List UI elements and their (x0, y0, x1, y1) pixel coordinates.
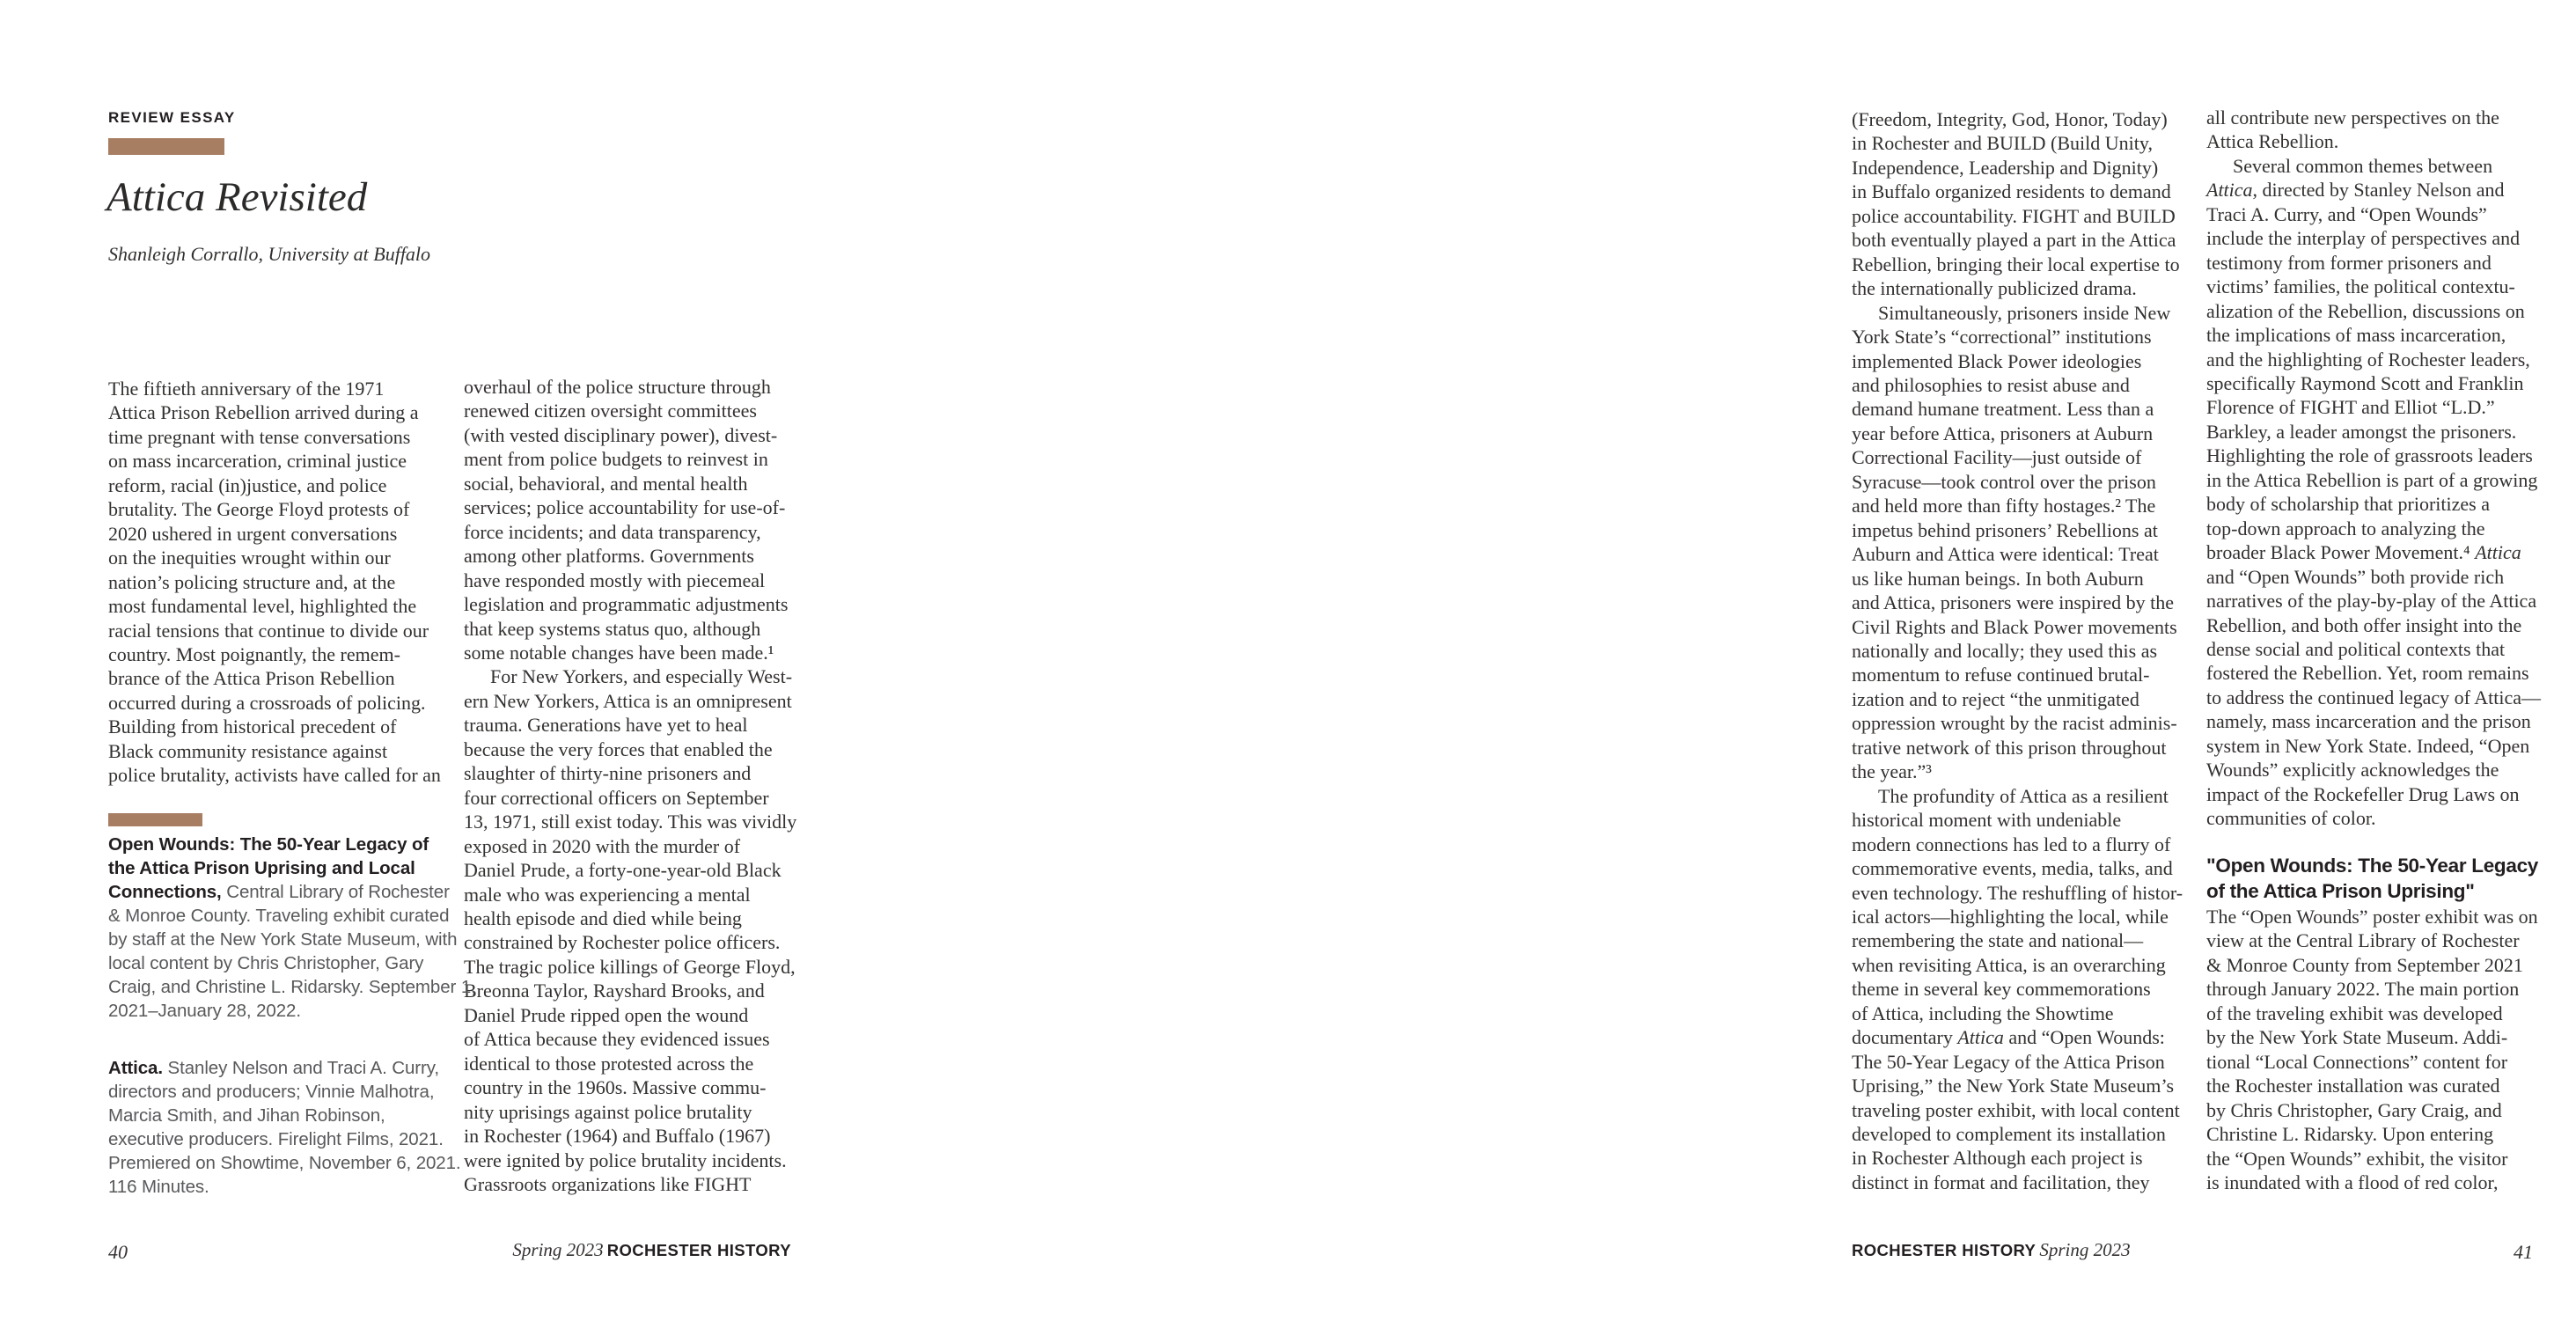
section-heading (2206, 854, 2576, 904)
text-line: the Attica Prison Uprising and Local (108, 858, 415, 878)
text-line: body of scholarship that prioritizes a (2206, 493, 2490, 516)
text-line: overhaul of the police structure through (464, 376, 771, 398)
text-line: traveling poster exhibit, with local content (1852, 1098, 2180, 1121)
text-line: time pregnant with tense conversations (108, 425, 411, 448)
text-line: in the Attica Rebellion is part of a growing (2206, 468, 2538, 491)
page-right (880, 0, 2541, 1321)
text-line: of Attica because they evidenced issues (464, 1028, 770, 1051)
text-line: brance of the Attica Prison Rebellion (108, 667, 395, 690)
text-line: in Rochester (1964) and Buffalo (1967) (464, 1125, 771, 1148)
text-line: have responded mostly with piecemeal (464, 569, 766, 591)
body-column-4 (2206, 106, 2567, 831)
text-line: Attica Prison Rebellion arrived during a (108, 401, 419, 424)
text-line: Highlighting the role of grassroots leaders (2206, 444, 2533, 467)
text-line: specifically Raymond Scott and Franklin (2206, 371, 2524, 394)
text-line: remembering the state and national— (1852, 929, 2144, 952)
text-line: force incidents; and data transparency, (464, 520, 761, 543)
text-line: police brutality, activists have called for an (108, 764, 441, 787)
footer-left (108, 1239, 791, 1264)
text-line: 2021–January 28, 2022. (108, 1001, 301, 1021)
text-line: theme in several key commemorations (1852, 978, 2151, 1001)
text-line: trative network of this prison throughout (1852, 736, 2167, 759)
text-line: implemented Black Power ideologies (1852, 349, 2142, 372)
text-line: when revisiting Attica, is an overarching (1852, 953, 2166, 976)
text-line: Black community resistance against (108, 739, 388, 762)
text-line: Christine L. Ridarsky. Upon entering (2206, 1123, 2494, 1146)
text-line: Building from historical precedent of (108, 716, 397, 738)
text-line: momentum to refuse continued brutal- (1852, 664, 2150, 686)
text-line: Connections, Central Library of Rochester (108, 882, 450, 902)
text-line: modern connections has led to a flurry of (1852, 833, 2171, 855)
page-left (0, 0, 880, 1321)
page-number-right: 41 (2514, 1241, 2533, 1263)
text-line: both eventually played a part in the Attica (1852, 229, 2176, 252)
text-line: nationally and locally; they used this as (1852, 639, 2158, 662)
text-line: The tragic police killings of George Floyd, (464, 955, 796, 978)
text-line: nation’s policing structure and, at the (108, 570, 396, 593)
text-line: ment from police budgets to reinvest in (464, 448, 768, 471)
text-line: victims’ families, the political contextu- (2206, 275, 2515, 298)
journal-footer-right (1852, 1239, 2134, 1261)
text-line: through January 2022. The main portion (2206, 978, 2520, 1001)
text-line: on mass incarceration, criminal justice (108, 450, 407, 473)
text-line: "Open Wounds: The 50-Year Legacy (2206, 855, 2538, 877)
footer-season-left: Spring 2023 (512, 1239, 604, 1260)
text-line: York State’s “correctional” institutions (1852, 326, 2152, 349)
text-line: year before Attica, prisoners at Auburn (1852, 422, 2154, 444)
exhibit-citation (108, 833, 478, 1023)
text-line: Attica, directed by Stanley Nelson and (2206, 179, 2505, 202)
text-line: the Rochester installation was curated (2206, 1075, 2500, 1097)
text-line: of Attica, including the Showtime (1852, 1002, 2114, 1024)
text-line: system in New York State. Indeed, “Open (2206, 734, 2530, 757)
text-line: occurred during a crossroads of policing. (108, 691, 426, 714)
text-line: Craig, and Christine L. Ridarsky. September 1, (108, 977, 476, 997)
text-line: view at the Central Library of Rochester (2206, 929, 2520, 952)
text-line: Wounds” explicitly acknowledges the (2206, 759, 2499, 782)
text-line: in Rochester and BUILD (Build Unity, (1852, 132, 2153, 155)
text-line: slaughter of thirty-nine prisoners and (464, 762, 752, 785)
text-line: by the New York State Museum. Addi- (2206, 1026, 2508, 1049)
text-line: some notable changes have been made.¹ (464, 641, 774, 664)
text-line: documentary Attica and “Open Wounds: (1852, 1026, 2165, 1049)
text-line: that keep systems status quo, although (464, 617, 761, 640)
body-column-2 (464, 375, 825, 1196)
text-line: Independence, Leadership and Dignity) (1852, 156, 2159, 179)
text-line: most fundamental level, highlighted the (108, 595, 417, 618)
text-line: oppression wrought by the racist adminis- (1852, 712, 2177, 735)
journal-footer-left (509, 1239, 791, 1261)
text-line: legislation and programmatic adjustments (464, 593, 789, 616)
text-line: services; police accountability for use-of- (464, 496, 786, 519)
text-line: Grassroots organizations like FIGHT (464, 1172, 752, 1195)
text-line: demand humane treatment. Less than a (1852, 398, 2154, 421)
text-line: racial tensions that continue to divide our (108, 619, 429, 642)
text-line: (with vested disciplinary power), divest- (464, 423, 778, 446)
text-line: and “Open Wounds” both provide rich (2206, 565, 2505, 588)
text-line: Florence of FIGHT and Elliot “L.D.” (2206, 396, 2495, 419)
text-line: Traci A. Curry, and “Open Wounds” (2206, 202, 2487, 225)
text-line: Syracuse—took control over the prison (1852, 470, 2156, 493)
section-kicker: REVIEW ESSAY (108, 109, 236, 126)
text-line: historical moment with undeniable (1852, 809, 2122, 832)
text-line: 116 Minutes. (108, 1177, 209, 1197)
text-line: tional “Local Connections” content for (2206, 1050, 2508, 1073)
text-line: nity uprisings against police brutality (464, 1100, 752, 1123)
text-line: impact of the Rockefeller Drug Laws on (2206, 782, 2520, 805)
text-line: identical to those protested across the (464, 1052, 754, 1075)
footer-journal-right: ROCHESTER HISTORY (1852, 1241, 2037, 1259)
text-line: Auburn and Attica were identical: Treat (1852, 543, 2159, 566)
body-column-4-continued (2206, 905, 2567, 1194)
film-citation (108, 1056, 478, 1199)
text-line: male who was experiencing a mental (464, 883, 751, 906)
text-line: Open Wounds: The 50-Year Legacy of (108, 834, 429, 855)
text-line: trauma. Generations have yet to heal (464, 714, 748, 737)
body-column-1 (108, 377, 469, 788)
text-line: us like human beings. In both Auburn (1852, 567, 2144, 590)
text-line: by staff at the New York State Museum, with (108, 929, 458, 950)
text-line: constrained by Rochester police officers. (464, 931, 781, 954)
text-line: and Attica, prisoners were inspired by the (1852, 591, 2174, 614)
text-line: and the highlighting of Rochester leaders, (2206, 348, 2530, 371)
text-line: & Monroe County from September 2021 (2206, 953, 2523, 976)
text-line: distinct in format and facilitation, they (1852, 1171, 2150, 1193)
text-line: Rebellion, and both offer insight into the (2206, 613, 2522, 636)
text-line: directors and producers; Vinnie Malhotra, (108, 1082, 435, 1102)
text-line: narratives of the play-by-play of the Attica (2206, 590, 2537, 613)
text-line: reform, racial (in)justice, and police (108, 473, 387, 496)
text-line: Attica. Stanley Nelson and Traci A. Curry, (108, 1058, 439, 1078)
text-line: in Buffalo organized residents to demand (1852, 180, 2171, 203)
text-line: and held more than fifty hostages.² The (1852, 495, 2156, 517)
text-line: Barkley, a leader amongst the prisoners. (2206, 420, 2517, 443)
article-byline: Shanleigh Corrallo, University at Buffalo (108, 243, 431, 265)
body-column-3 (1852, 107, 2213, 1194)
text-line: Uprising,” the New York State Museum’s (1852, 1075, 2175, 1097)
text-line: alization of the Rebellion, discussions on (2206, 299, 2525, 322)
text-line: & Monroe County. Traveling exhibit curated (108, 906, 450, 926)
text-line: The “Open Wounds” poster exhibit was on (2206, 906, 2538, 928)
text-line: health episode and died while being (464, 906, 742, 929)
text-line: Simultaneously, prisoners inside New (1878, 301, 2171, 324)
text-line: Premiered on Showtime, November 6, 2021. (108, 1153, 461, 1173)
text-line: namely, mass incarceration and the prison (2206, 710, 2531, 733)
text-line: ization and to reject “the unmitigated (1852, 687, 2139, 710)
text-line: of the traveling exhibit was developed (2206, 1002, 2503, 1024)
text-line: four correctional officers on September (464, 786, 769, 809)
accent-bar-top (108, 138, 224, 155)
text-line: communities of color. (2206, 807, 2376, 830)
text-line: Daniel Prude, a forty-one-year-old Black (464, 859, 782, 882)
article-title: Attica Revisited (106, 174, 368, 220)
text-line: The fiftieth anniversary of the 1971 (108, 378, 385, 400)
text-line: renewed citizen oversight committees (464, 400, 757, 422)
text-line: commemorative events, media, talks, and (1852, 857, 2173, 880)
text-line: top-down approach to analyzing the (2206, 517, 2485, 539)
text-line: police accountability. FIGHT and BUILD (1852, 204, 2176, 227)
text-line: For New Yorkers, and especially West- (490, 665, 793, 688)
text-line: 13, 1971, still exist today. This was vividly (464, 811, 797, 833)
footer-right (1852, 1239, 2533, 1264)
text-line: the implications of mass incarceration, (2206, 324, 2506, 347)
sidebar-accent-bar (108, 813, 202, 826)
text-line: dense social and political contexts that (2206, 637, 2506, 660)
text-line: all contribute new perspectives on the (2206, 106, 2499, 128)
text-line: broader Black Power Movement.⁴ Attica (2206, 541, 2521, 564)
text-line: fostered the Rebellion. Yet, room remains (2206, 662, 2529, 685)
text-line: on the inequities wrought within our (108, 547, 391, 569)
text-line: testimony from former prisoners and (2206, 251, 2492, 274)
text-line: to address the continued legacy of Attica— (2206, 686, 2541, 708)
text-line: Correctional Facility—just outside of (1852, 446, 2142, 469)
text-line: ern New Yorkers, Attica is an omnipresent (464, 689, 792, 712)
text-line: Several common themes between (2233, 154, 2493, 177)
text-line: even technology. The reshuffling of histor- (1852, 881, 2183, 904)
text-line: and philosophies to resist abuse and (1852, 373, 2130, 396)
text-line: brutality. The George Floyd protests of (108, 498, 410, 521)
footer-journal-left: ROCHESTER HISTORY (606, 1241, 791, 1259)
text-line: local content by Chris Christopher, Gary (108, 953, 424, 973)
text-line: because the very forces that enabled the (464, 738, 773, 760)
text-line: the year.”³ (1852, 760, 1932, 783)
text-line: developed to complement its installation (1852, 1123, 2166, 1146)
text-line: Breonna Taylor, Rayshard Brooks, and (464, 980, 765, 1002)
text-line: Civil Rights and Black Power movements (1852, 615, 2177, 638)
text-line: the internationally publicized drama. (1852, 277, 2137, 300)
text-line: were ignited by police brutality incidents. (464, 1149, 787, 1171)
text-line: include the interplay of perspectives and (2206, 227, 2521, 250)
text-line: (Freedom, Integrity, God, Honor, Today) (1852, 108, 2168, 130)
text-line: The 50-Year Legacy of the Attica Prison (1852, 1050, 2165, 1073)
text-line: exposed in 2020 with the murder of (464, 834, 741, 857)
text-line: among other platforms. Governments (464, 545, 754, 568)
text-line: ical actors—highlighting the local, while (1852, 905, 2169, 928)
text-line: by Chris Christopher, Gary Craig, and (2206, 1098, 2502, 1121)
footer-season-right: Spring 2023 (2039, 1239, 2131, 1260)
text-line: The profundity of Attica as a resilient (1878, 784, 2169, 807)
text-line: country. Most poignantly, the remem- (108, 642, 400, 665)
text-line: Marcia Smith, and Jihan Robinson, (108, 1105, 385, 1126)
text-line: in Rochester Although each project is (1852, 1147, 2143, 1170)
text-line: Daniel Prude ripped open the wound (464, 1003, 749, 1026)
text-line: Rebellion, bringing their local expertise to (1852, 253, 2180, 275)
text-line: of the Attica Prison Uprising" (2206, 879, 2475, 902)
text-line: Attica Rebellion. (2206, 130, 2339, 153)
text-line: 2020 ushered in urgent conversations (108, 522, 398, 545)
text-line: country in the 1960s. Massive commu- (464, 1076, 767, 1099)
text-line: impetus behind prisoners’ Rebellions at (1852, 518, 2158, 541)
text-line: social, behavioral, and mental health (464, 472, 748, 495)
page-number-left: 40 (108, 1241, 128, 1263)
text-line: is inundated with a flood of red color, (2206, 1171, 2499, 1193)
text-line: executive producers. Firelight Films, 2021. (108, 1129, 444, 1149)
text-line: the “Open Wounds” exhibit, the visitor (2206, 1147, 2508, 1170)
